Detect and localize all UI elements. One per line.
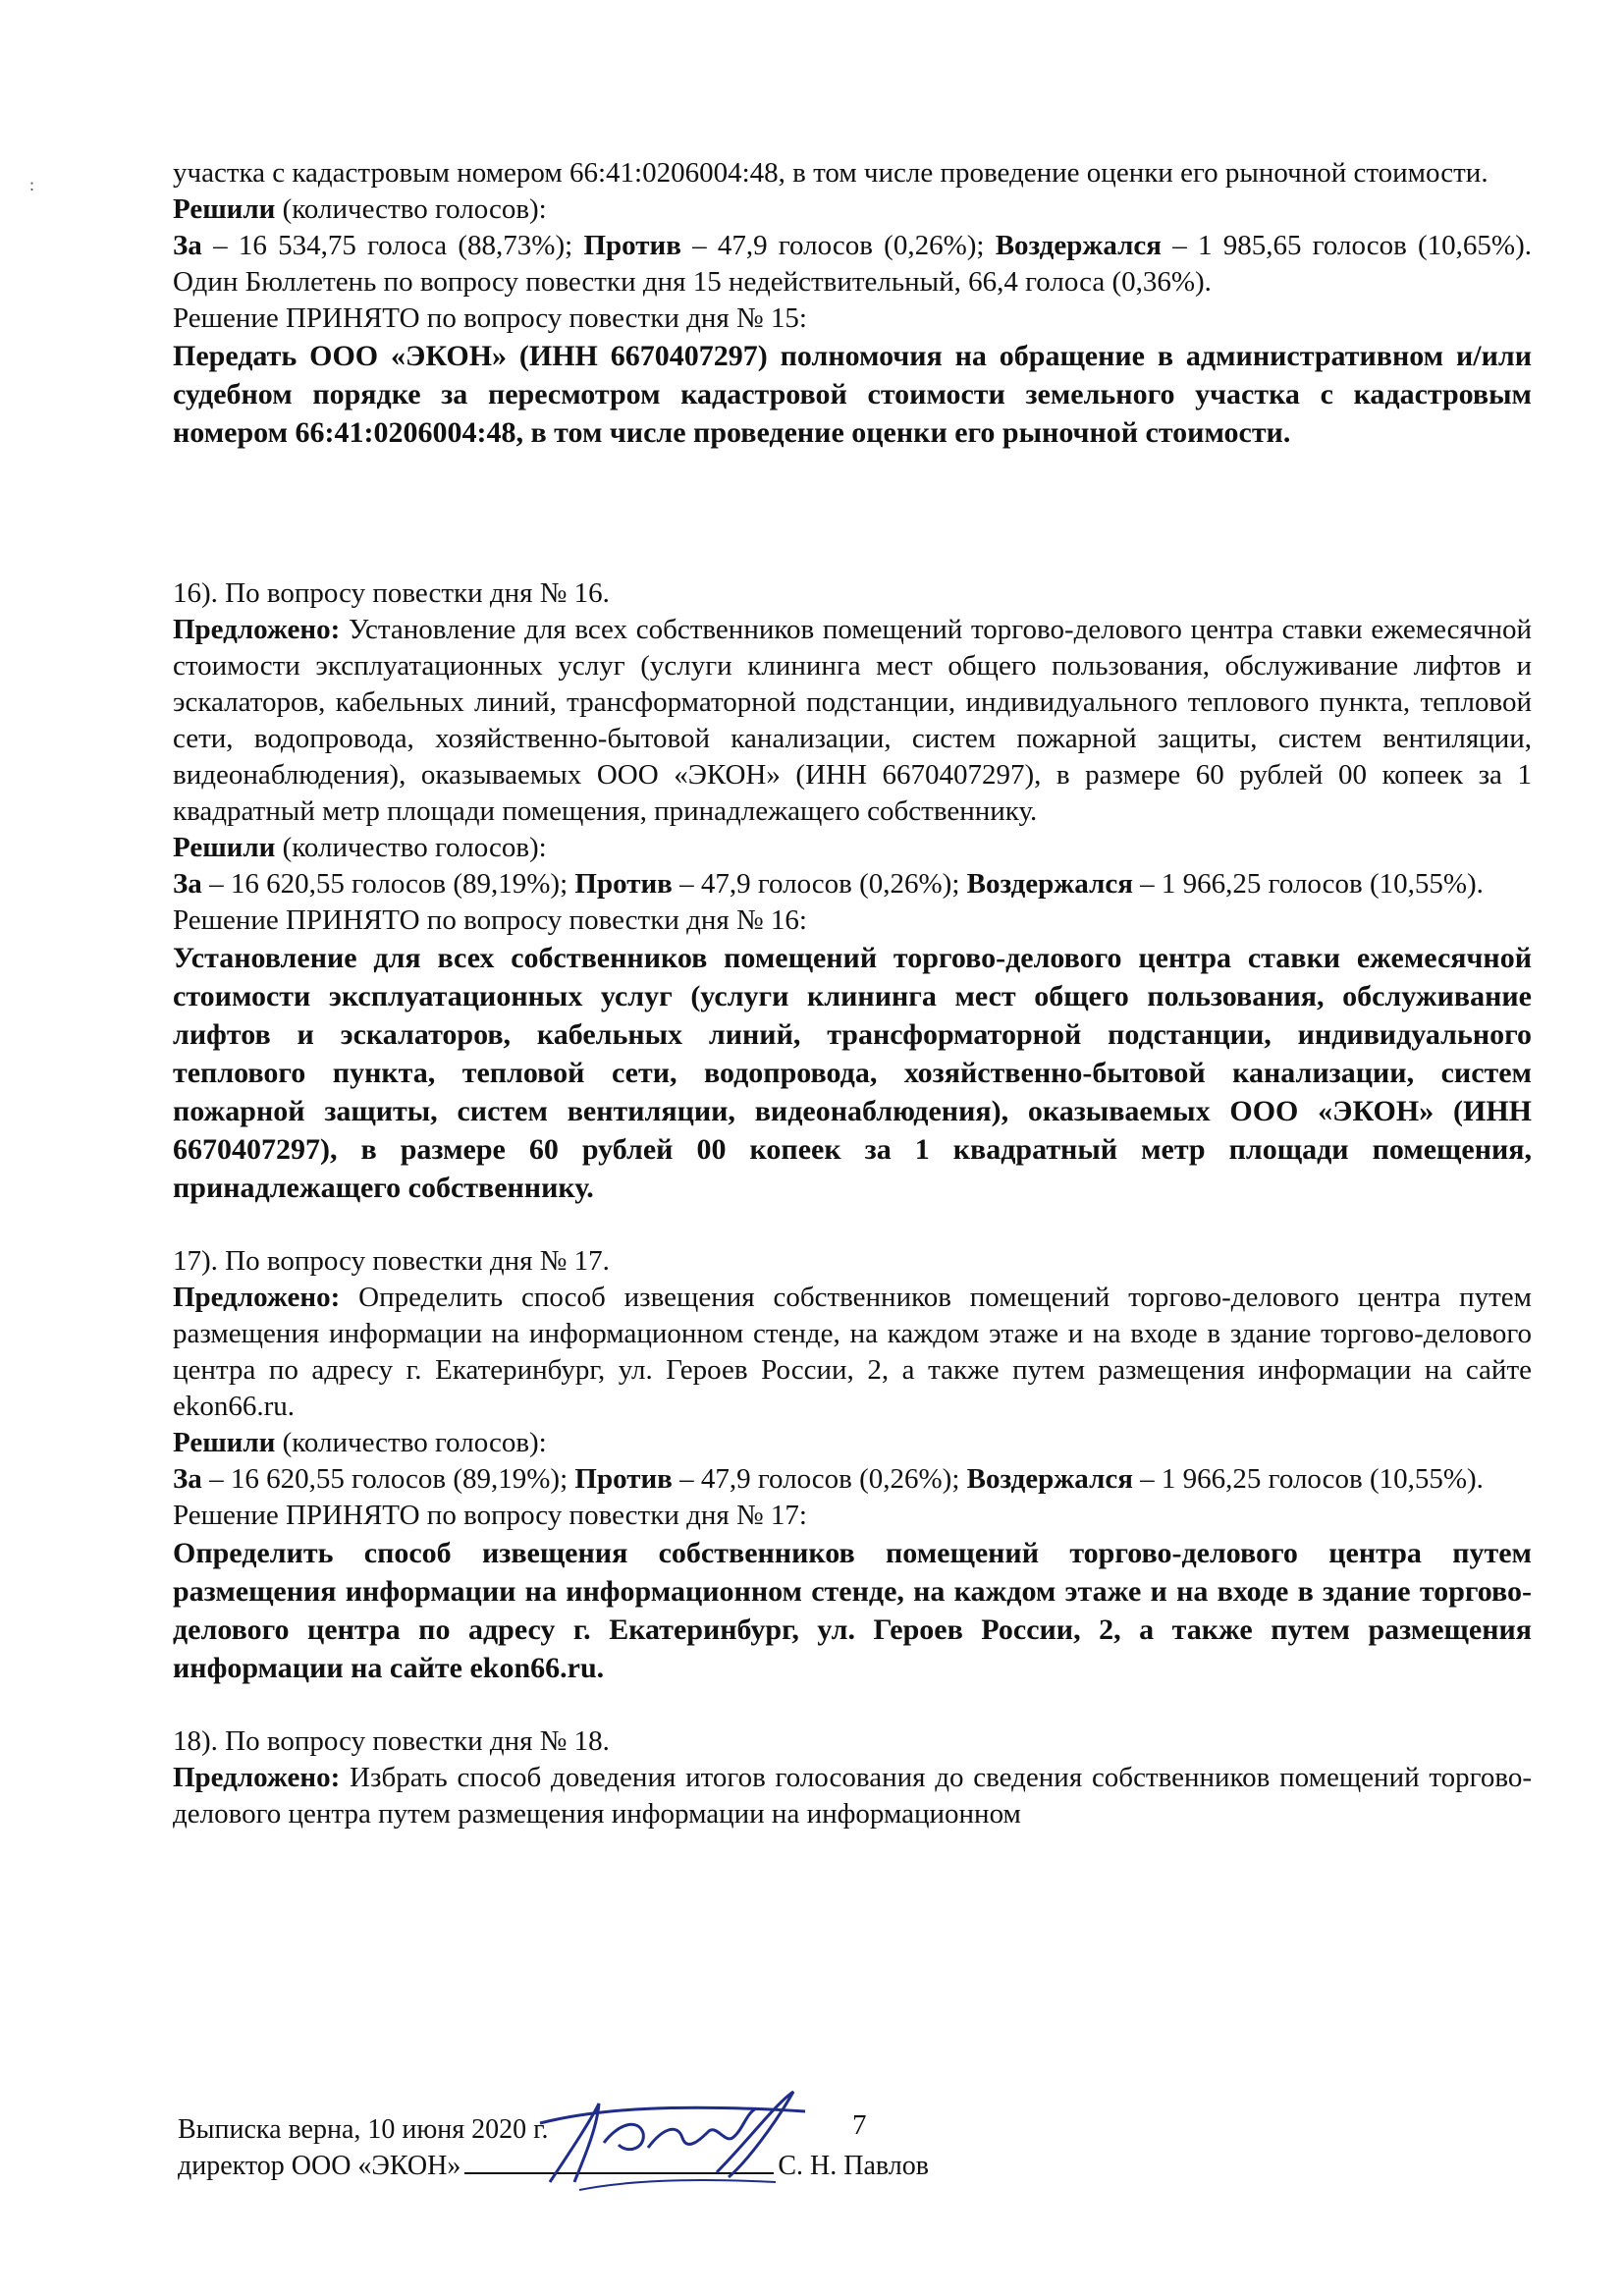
decided-tail: (количество голосов): [275, 832, 547, 863]
decided-label: Решили [173, 193, 276, 225]
handwritten-signature [481, 2084, 835, 2202]
item15-accepted: Решение ПРИНЯТО по вопросу повестки дня № 15: [173, 302, 807, 334]
margin-mark: : [29, 175, 35, 194]
vote-against-label: Против [574, 1463, 673, 1495]
vote-abstain-label: Воздержался [995, 230, 1162, 261]
vote-for-label: За [173, 230, 202, 261]
vote-abstain-value: – 1 966,25 голосов (10,55%). [1132, 868, 1484, 900]
proposed-text: Определить способ извещения собственников помещений торгово-делового центра путем размещения информации на информационном стенде, на каждом этаже и на входе в здание торгово-делового центра по адресу г. Екатеринбург, ул. Героев России, 2, а также путем размещения информации на сайте ekon66.ru. [173, 1282, 1532, 1422]
item16-proposed [173, 612, 1532, 830]
item15-resolution: Передать ООО «ЭКОН» (ИНН 6670407297) полномочия на обращение в административном и/или судебном порядке за пересмотром кадастровой стоимости земельного участка с кадастровым номером 66:41:0206004:48, в том числе проведение оценки его рыночной стоимости. [173, 340, 1532, 449]
vote-abstain-value: – 1 966,25 голосов (10,55%). [1132, 1463, 1484, 1495]
item16-accepted: Решение ПРИНЯТО по вопросу повестки дня № 16: [173, 904, 807, 936]
item18-heading: 18). По вопросу повестки дня № 18. [173, 1725, 610, 1757]
vote-against-value: – 47,9 голосов (0,26%); [672, 1463, 967, 1495]
page-number: 7 [852, 2109, 867, 2141]
vote-for-value: – 16 620,55 голосов (89,19%); [201, 868, 575, 900]
item16-votes [173, 866, 1532, 902]
vote-against-value: – 47,9 голосов (0,26%); [672, 868, 967, 900]
certification-line: Выписка верна, 10 июня 2020 г. [178, 2114, 549, 2145]
item16-resolution: Установление для всех собственников помещений торгово-делового центра ставки ежемесячной стоимости эксплуатационных услуг (услуги клининга мест общего пользования, обслуживание лифтов и эскалаторов, кабельных линий, трансформаторной подстанции, индивидуального теплового пункта, тепловой сети, водопровода, хозяйственно-бытовой канализации, систем пожарной защиты, систем вентиляции, видеонаблюдения), оказываемых ООО «ЭКОН» (ИНН 6670407297), в размере 60 рублей 00 копеек за 1 квадратный метр площади помещения, принадлежащего собственнику. [173, 942, 1532, 1204]
vote-against-label: Против [583, 230, 681, 261]
item17-accepted: Решение ПРИНЯТО по вопросу повестки дня № 17: [173, 1500, 807, 1531]
vote-abstain-label: Воздержался [966, 868, 1133, 900]
item16-decided [173, 830, 1532, 866]
signatory-title: директор ООО «ЭКОН» [178, 2151, 461, 2181]
proposed-label: Предложено: [173, 614, 341, 645]
item17-proposed [173, 1280, 1532, 1425]
proposed-text: Установление для всех собственников помещений торгово-делового центра ставки ежемесячной стоимости эксплуатационных услуг (услуги клининга мест общего пользования, обслуживание лифтов и эскалаторов, кабельных линий, трансформаторной подстанции, индивидуального теплового пункта, тепловой сети, водопровода, хозяйственно-бытовой канализации, систем пожарной защиты, систем вентиляции, видеонаблюдения), оказываемых ООО «ЭКОН» (ИНН 6670407297), в размере 60 рублей 00 копеек за 1 квадратный метр площади помещения, принадлежащего собственнику. [173, 614, 1532, 827]
item16-heading: 16). По вопросу повестки дня № 16. [173, 577, 610, 609]
vote-against-value: – 47,9 голосов (0,26%); [680, 230, 996, 261]
vote-for-value: – 16 620,55 голосов (89,19%); [201, 1463, 575, 1495]
item15-continuation: участка с кадастровым номером 66:41:0206004:48, в том числе проведение оценки его рыночной стоимости. [173, 157, 1489, 189]
decided-tail: (количество голосов): [275, 1427, 547, 1458]
proposed-label: Предложено: [173, 1282, 341, 1313]
decided-tail: (количество голосов): [275, 193, 547, 225]
vote-against-label: Против [574, 868, 673, 900]
vote-for-label: За [173, 868, 202, 900]
vote-for-label: За [173, 1463, 202, 1495]
item18-proposed [173, 1760, 1532, 1832]
item17-decided [173, 1425, 1532, 1461]
item17-heading: 17). По вопросу повестки дня № 17. [173, 1245, 610, 1277]
decided-label: Решили [173, 832, 276, 863]
document-body [173, 155, 1532, 1832]
signatory-name: С. Н. Павлов [778, 2151, 929, 2181]
decided-label: Решили [173, 1427, 276, 1458]
vote-abstain-label: Воздержался [966, 1463, 1133, 1495]
item15-decided [173, 191, 1532, 228]
proposed-label: Предложено: [173, 1762, 341, 1793]
vote-abstain-value: – 1 985,65 голосов (10,65%). Один Бюллетень по вопросу повестки дня 15 недействительный, 66,4 голоса (0,36%). [173, 230, 1532, 298]
item15-votes [173, 228, 1532, 301]
item17-votes [173, 1461, 1532, 1498]
vote-for-value: – 16 534,75 голоса (88,73%); [201, 230, 584, 261]
item17-resolution: Определить способ извещения собственников помещений торгово-делового центра путем размещения информации на информационном стенде, на каждом этаже и на входе в здание торгово-делового центра по адресу г. Екатеринбург, ул. Героев России, 2, а также путем размещения информации на сайте ekon66.ru. [173, 1537, 1532, 1684]
proposed-text: Избрать способ доведения итогов голосования до сведения собственников помещений торгово-делового центра путем размещения информации на информационном [173, 1762, 1532, 1830]
